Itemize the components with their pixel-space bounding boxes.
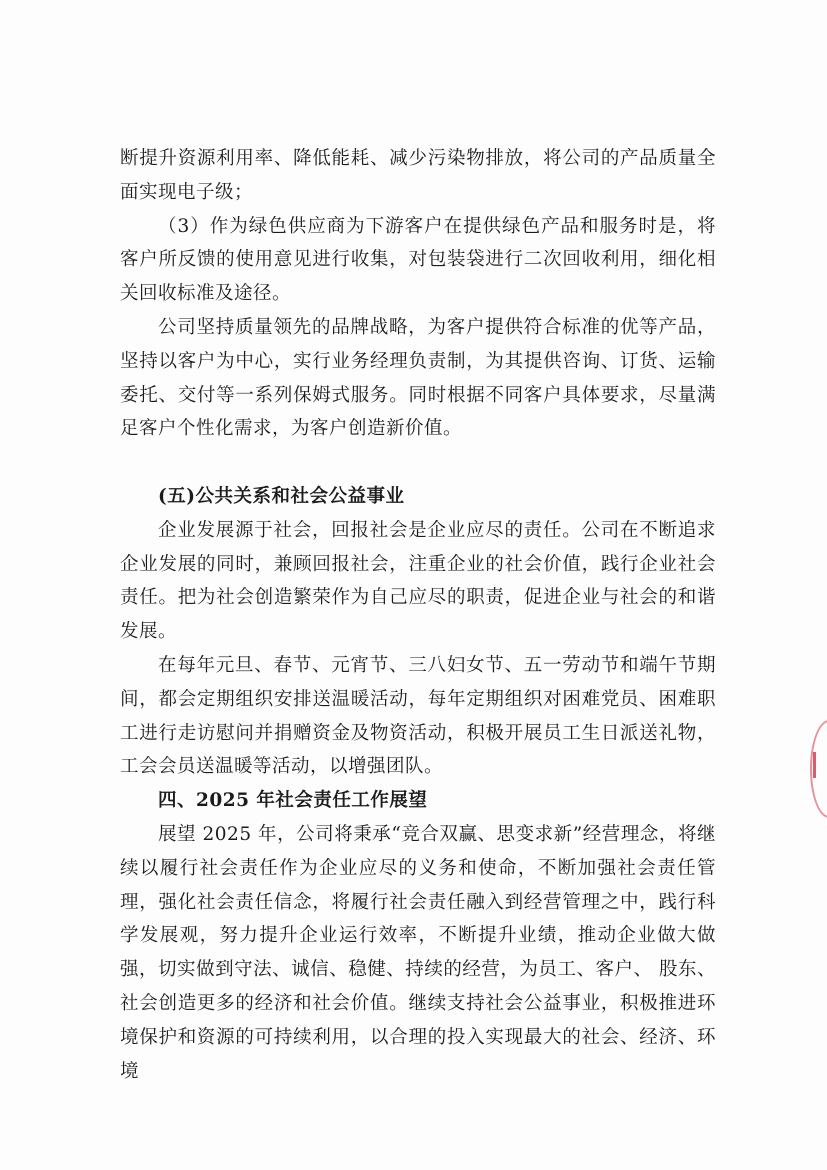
section-gap (120, 446, 716, 480)
section-heading-public-relations: (五)公共关系和社会公益事业 (158, 485, 405, 507)
paragraph-society: 企业发展源于社会，回报社会是企业应尽的责任。公司在不断追求企业发展的同时，兼顾回报社会，注重企业的社会价值，践行企业社会责任。把为社会创造繁荣作为自己应尽的职责，促进企业与社会的和谐发展。 (120, 519, 716, 643)
paragraph-brand-strategy: 公司坚持质量领先的品牌战略，为客户提供符合标准的优等产品，坚持以客户为中心，实行业务经理负责制，为其提供咨询、订货、运输委托、交付等一系列保姆式服务。同时根据不同客户具体要求，尽量满足客户个性化需求，为客户创造新价值。 (120, 316, 716, 440)
document-body (120, 142, 716, 1088)
section-heading-outlook: 四、2025 年社会责任工作展望 (158, 790, 428, 812)
paragraph-continuation: 断提升资源利用率、降低能耗、减少污染物排放，将公司的产品质量全面实现电子级； (120, 148, 716, 203)
paragraph-festivals: 在每年元旦、春节、元宵节、三八妇女节、五一劳动节和端午节期间，都会定期组织安排送温暖活动，每年定期组织对困难党员、困难职工进行走访慰问并捐赠资金及物资活动，积极开展员工生日派送礼物，工会会员送温暖等活动，以增强团队。 (120, 654, 716, 778)
seal-stamp-mark-icon (813, 752, 816, 778)
paragraph-outlook: 展望 2025 年，公司将秉承“竞合双赢、思变求新”经营理念，将继续以履行社会责任作为企业应尽的义务和使命，不断加强社会责任管理，强化社会责任信念，将履行社会责任融入到经营管理之中，践行科学发展观，努力提升企业运行效率，不断提升业绩，推动企业做大做强，切实做到守法、诚信、稳健、持续的经营，为员工、客户、 股东、社会创造更多的经济和社会价值。继续支持社会公益事业，积极推进环境保护和资源的可持续利用，以合理的投入实现最大的社会、经济、环境 (120, 823, 716, 1082)
paragraph-item-3: （3）作为绿色供应商为下游客户在提供绿色产品和服务时是，将客户所反馈的使用意见进行收集，对包装袋进行二次回收利用，细化相关回收标准及途径。 (120, 215, 716, 305)
